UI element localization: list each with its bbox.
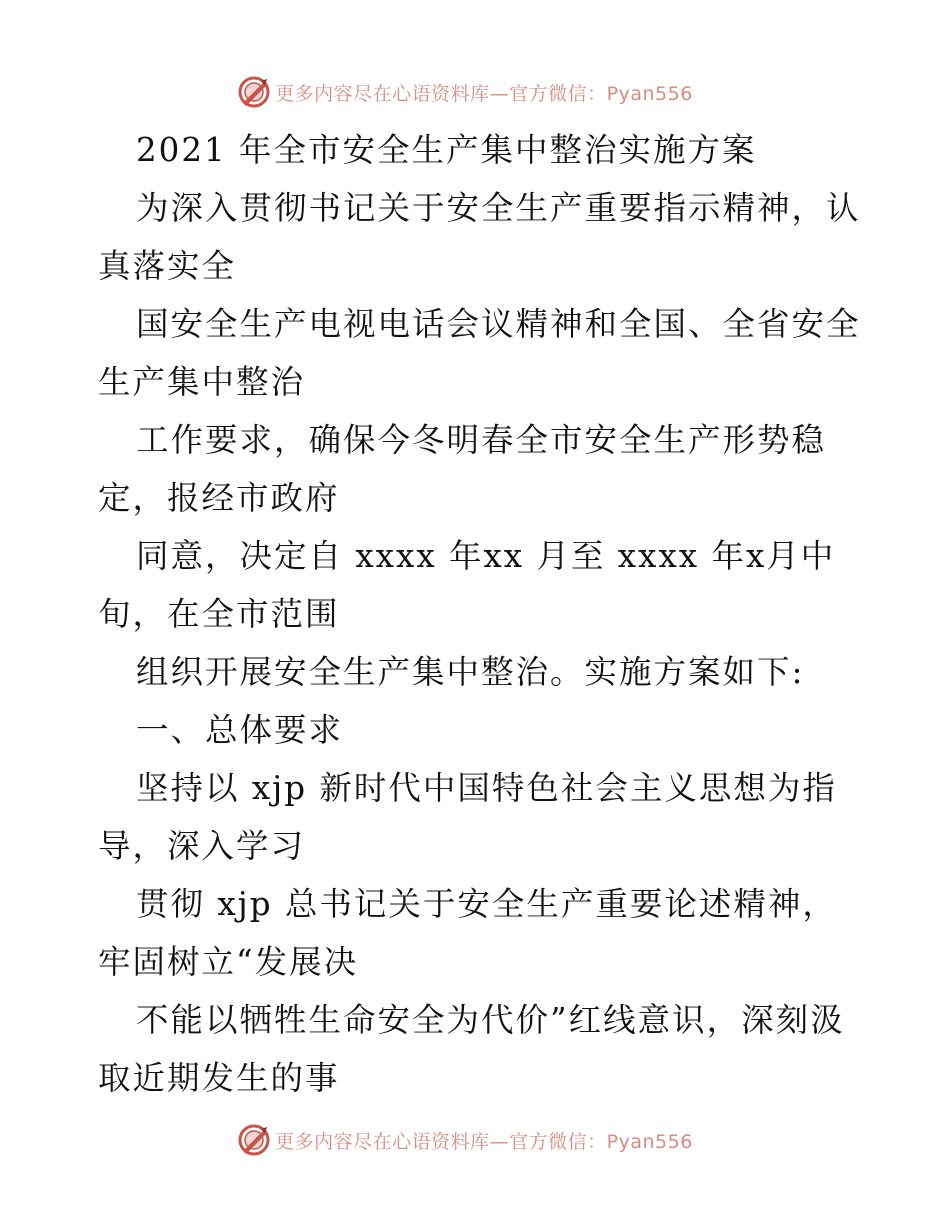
document-line: 不能以牺牲生命安全为代价”红线意识，深刻汲 bbox=[136, 1001, 845, 1039]
document-line: 同意，决定自 xxxx 年xx 月至 xxxx 年x月中 bbox=[136, 537, 836, 575]
document-line: 真落实全 bbox=[98, 247, 237, 285]
document-line: 牢固树立“发展决 bbox=[98, 943, 359, 981]
quill-seal-icon bbox=[237, 1123, 271, 1157]
document-line: 工作要求，确保今冬明春全市安全生产形势稳 bbox=[136, 421, 827, 459]
document-line: 一、总体要求 bbox=[136, 711, 344, 749]
document-line: 贯彻 xjp 总书记关于安全生产重要论述精神， bbox=[136, 885, 837, 923]
header-banner bbox=[0, 72, 950, 112]
document-body bbox=[98, 121, 861, 1107]
document-line: 为深入贯彻书记关于安全生产重要指示精神，认 bbox=[136, 189, 861, 227]
header-banner-inner bbox=[237, 75, 693, 109]
document-line: 取近期发生的事 bbox=[98, 1059, 340, 1097]
document-line: 旬，在全市范围 bbox=[98, 595, 340, 633]
quill-seal-icon bbox=[237, 75, 271, 109]
document-line: 坚持以 xjp 新时代中国特色社会主义思想为指 bbox=[136, 769, 837, 807]
footer-banner-inner bbox=[237, 1123, 693, 1157]
document-line: 组织开展安全生产集中整治。实施方案如下: bbox=[136, 653, 805, 691]
document-line: 生产集中整治 bbox=[98, 363, 306, 401]
footer-banner bbox=[0, 1120, 950, 1160]
document-line: 2021 年全市安全生产集中整治实施方案 bbox=[136, 131, 757, 169]
footer-banner-text: 更多内容尽在心语资料库—官方微信：Pyan556 bbox=[275, 1130, 693, 1153]
document-line: 国安全生产电视电话会议精神和全国、全省安全 bbox=[136, 305, 861, 343]
document-line: 定，报经市政府 bbox=[98, 479, 340, 517]
header-banner-text: 更多内容尽在心语资料库—官方微信：Pyan556 bbox=[275, 82, 693, 105]
document-line: 导，深入学习 bbox=[98, 827, 306, 865]
